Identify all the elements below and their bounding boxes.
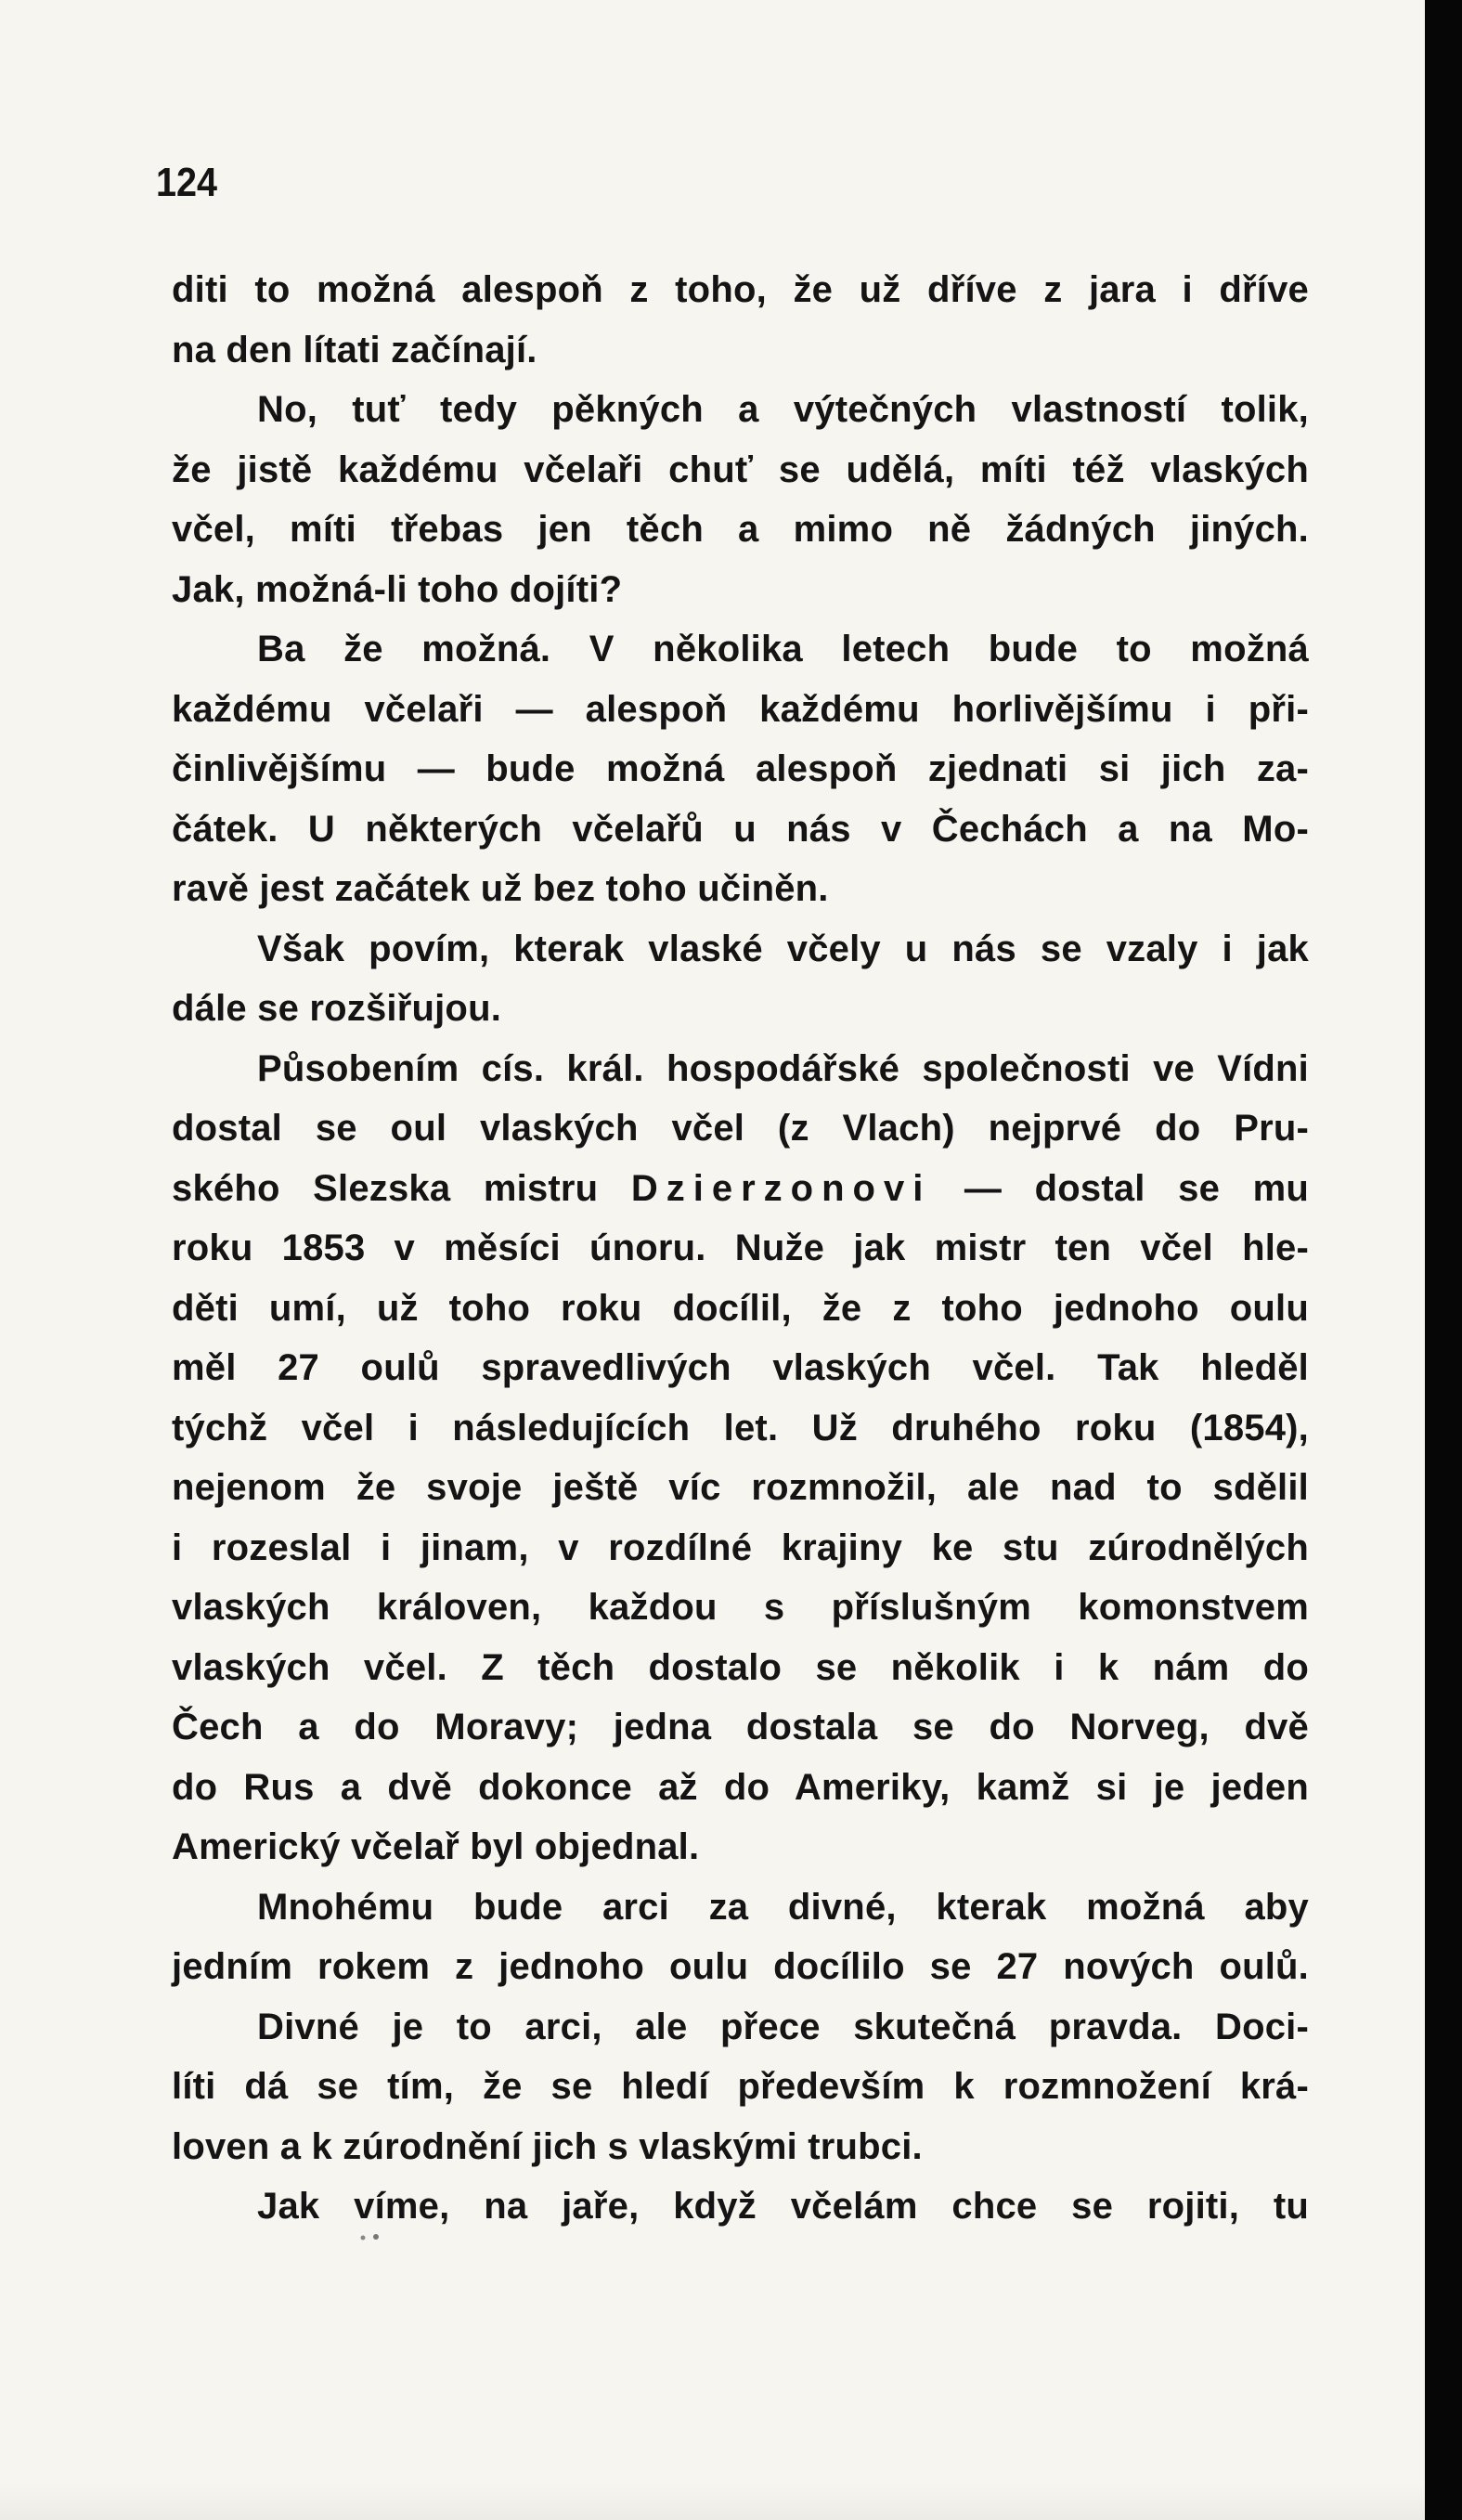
text-line: jedním rokem z jednoho oulu docílilo se 27 nových oulů. [172,1946,1309,1987]
text-segment: ského Slezska mistru [172,1167,631,1209]
text-line: Však povím, kterak vlaské včely u nás se vzaly i jak [257,928,1309,969]
text-line: že jistě každému včelaři chuť se udělá, míti též vlaských [172,448,1309,490]
text-line: líti dá se tím, že se hledí především k rozmnožení krá- [172,2066,1309,2107]
text-line: roku 1853 v měsíci únoru. Nuže jak mistr ten včel hle- [172,1228,1309,1268]
text-line: dále se rozšiřujou. [172,988,502,1029]
text-line: čátek. U některých včelařů u nás v Čechách a na Mo- [172,808,1309,850]
text-line: Jak víme, na jaře, když včelám chce se rojiti, tu [257,2186,1309,2227]
text-line [172,1159,1309,1219]
print-speck-icon [357,2228,395,2247]
text-line: na den lítati začínají. [172,329,537,370]
text-segment: — dostal se mu [931,1167,1309,1209]
text-line: diti to možná alespoň z toho, že už dříve z jara i dříve [172,269,1309,310]
text-line: i rozeslal i jinam, v rozdílné krajiny ke stu zúrodnělých [172,1526,1309,1568]
text-line: loven a k zúrodnění jich s vlaskými trubci. [172,2125,923,2167]
text-line: dostal se oul vlaských včel (z Vlach) nejprvé do Pru- [172,1108,1309,1149]
text-line: Působením cís. král. hospodářské společnosti ve Vídni [257,1047,1309,1089]
text-line: Americký včelař byl objednal. [172,1826,700,1867]
text-line: Divné je to arci, ale přece skutečná pravda. Doci- [257,2006,1309,2047]
text-line: vlaských včel. Z těch dostalo se několik i k nám do [172,1646,1309,1688]
text-line: Jak, možná-li toho dojíti? [172,568,623,610]
text-line: včel, míti třebas jen těch a mimo ně žádných jiných. [172,509,1309,550]
body-text [172,260,1309,2237]
emphasized-name: Dzierzonovi [630,1167,932,1209]
text-line: Čech a do Moravy; jedna dostala se do Norveg, dvě [172,1707,1309,1747]
text-line: měl 27 oulů spravedlivých vlaských včel. Tak hleděl [172,1347,1309,1388]
text-line: činlivějšímu — bude možná alespoň zjednati si jich za- [172,748,1309,789]
text-line: ravě jest začátek už bez toho učiněn. [172,868,829,909]
text-line: Mnohému bude arci za divné, kterak možná aby [257,1886,1309,1928]
text-line: nejenom že svoje ještě víc rozmnožil, ale nad to sdělil [172,1467,1309,1508]
text-line: každému včelaři — alespoň každému horlivějšímu i při- [172,688,1309,730]
page-number: 124 [156,160,218,205]
text-line: týchž včel i následujících let. Už druhého roku (1854), [172,1407,1309,1448]
text-line: do Rus a dvě dokonce až do Ameriky, kamž si je jeden [172,1766,1309,1808]
text-line: No, tuť tedy pěkných a výtečných vlastností tolik, [257,389,1309,430]
text-line: vlaských královen, každou s příslušným komonstvem [172,1587,1309,1628]
scan-border [1425,0,1462,2520]
text-line: děti umí, už toho roku docílil, že z toho jednoho oulu [172,1287,1309,1329]
text-line: Ba že možná. V několika letech bude to možná [257,629,1309,669]
